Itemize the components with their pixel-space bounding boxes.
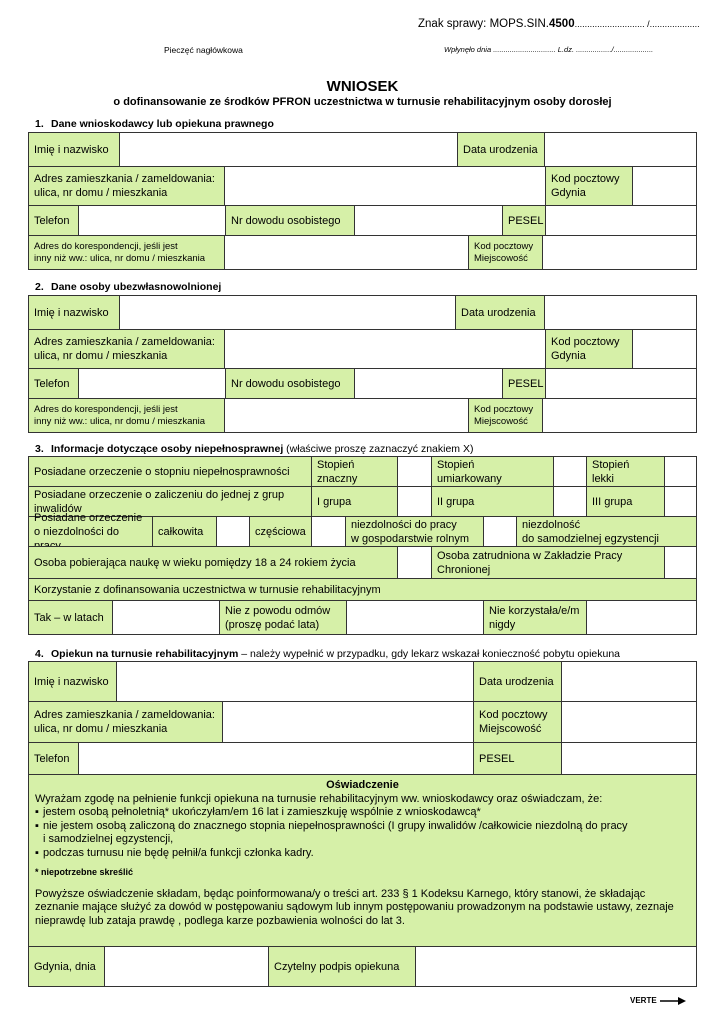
- s4-pesel-field[interactable]: [561, 742, 697, 775]
- section-3-title: Informacje dotyczące osoby niepełnosprawnej: [51, 443, 284, 455]
- s3-group-label-2: inwalidów: [34, 502, 82, 515]
- statement-bullet-2: ▪ nie jestem osobą zaliczoną do znacznego stopnia niepełnosprawności (I grupy inwalidów /całkowicie niezdolną do pracy: [35, 820, 690, 834]
- s3-independent-1: niezdolność: [522, 518, 581, 531]
- s3-degree-moderate: [431, 456, 554, 487]
- s3-incapacity-label-1: Posiadane orzeczenie: [34, 511, 143, 524]
- s4-pesel-label: PESEL: [473, 742, 562, 775]
- s4-dob-field[interactable]: [561, 661, 697, 702]
- s3-group-3: III grupa: [586, 486, 665, 517]
- section-3-number: 3.: [35, 443, 44, 455]
- s3-degree-moderate-checkbox[interactable]: [553, 456, 587, 487]
- s3-never-1: Nie korzystała/e/m: [489, 604, 580, 617]
- s3-degree-mild-2: lekki: [592, 472, 615, 485]
- s3-zpch-checkbox[interactable]: [664, 546, 697, 579]
- s3-degree-moderate-2: umiarkowany: [437, 472, 502, 485]
- s3-incapacity-label-2: o niezdolności do: [34, 525, 120, 538]
- s3-yes-years: Tak – w latach: [28, 600, 113, 635]
- section-4-heading: [35, 648, 620, 660]
- s4-address-label: [28, 701, 223, 743]
- document-title: WNIOSEK: [326, 78, 399, 95]
- s2-corr-label: [28, 398, 225, 433]
- s2-name-field[interactable]: [119, 295, 456, 330]
- s1-name-label: Imię i nazwisko: [28, 132, 120, 167]
- s2-name-label: Imię i nazwisko: [28, 295, 120, 330]
- s2-phone-field[interactable]: [78, 368, 226, 399]
- s4-postal-label: [473, 701, 562, 743]
- s3-never-checkbox[interactable]: [586, 600, 697, 635]
- s1-corr-label: [28, 235, 225, 270]
- s1-pesel-label: PESEL: [502, 205, 546, 236]
- received-line: Wpłynęło dnia .............................. L.dz. ................./...................: [444, 45, 654, 54]
- s3-farm-checkbox[interactable]: [483, 516, 517, 547]
- s3-never: [483, 600, 587, 635]
- case-number-label: Znak sprawy: MOPS.SIN.: [418, 18, 550, 30]
- section-2-number: 2.: [35, 281, 44, 293]
- s1-id-label: Nr dowodu osobistego: [225, 205, 355, 236]
- s3-group-2-checkbox[interactable]: [553, 486, 587, 517]
- s2-corr-postal-label: [468, 398, 543, 433]
- s3-group-1: I grupa: [311, 486, 398, 517]
- s1-address-field[interactable]: [224, 166, 546, 206]
- s1-address-label-1: Adres zamieszkania / zameldowania:: [34, 173, 215, 185]
- s3-degree-significant-1: Stopień: [317, 458, 355, 471]
- s3-farm-1: niezdolności do pracy: [351, 518, 457, 531]
- s1-corr-postal-label-2: Miejscowość: [474, 252, 528, 264]
- verte-indicator: [630, 996, 686, 1005]
- s1-corr-label-1: Adres do korespondencji, jeśli jest: [34, 240, 178, 252]
- s2-pesel-label: PESEL: [502, 368, 546, 399]
- section-1-heading: [35, 118, 274, 130]
- s1-corr-address-field[interactable]: [224, 235, 469, 270]
- section-1-title: Dane wnioskodawcy lub opiekuna prawnego: [51, 118, 274, 130]
- statement-bullet-3-text: podczas turnusu nie będę pełnił/a funkcji członka kadry.: [43, 846, 314, 859]
- s3-zpch: [431, 546, 665, 579]
- s2-address-label-2: ulica, nr domu / mieszkania: [34, 350, 168, 362]
- s2-phone-label: Telefon: [28, 368, 79, 399]
- s3-group-label-1: Posiadane orzeczenie o zaliczeniu do jednej z grup: [34, 488, 285, 501]
- s3-yes-years-field[interactable]: [112, 600, 220, 635]
- s3-degree-significant: [311, 456, 398, 487]
- s2-corr-postal-field[interactable]: [542, 398, 697, 433]
- s1-pesel-field[interactable]: [545, 205, 697, 236]
- s3-never-2: nigdy: [489, 618, 516, 631]
- s4-dob-label: Data urodzenia: [473, 661, 562, 702]
- section-3-note: (właściwe proszę zaznaczyć znakiem X): [286, 443, 474, 455]
- s3-no-reason-2: (proszę podać lata): [225, 618, 320, 631]
- s3-no-reason-field[interactable]: [346, 600, 484, 635]
- s3-disability-label: Posiadane orzeczenie o stopniu niepełnosprawności: [28, 456, 312, 487]
- section-1-number: 1.: [35, 118, 44, 130]
- s4-address-label-1: Adres zamieszkania / zameldowania:: [34, 709, 215, 721]
- s3-farm: [345, 516, 484, 547]
- s3-degree-mild-1: Stopień: [592, 458, 630, 471]
- s2-address-field[interactable]: [224, 329, 546, 369]
- s2-id-field[interactable]: [354, 368, 503, 399]
- s3-independent-2: do samodzielnej egzystencji: [522, 532, 659, 545]
- arrow-right-icon: [660, 997, 686, 1005]
- s4-name-field[interactable]: [116, 661, 474, 702]
- s3-partial-checkbox[interactable]: [311, 516, 346, 547]
- s2-dob-label: Data urodzenia: [455, 295, 545, 330]
- s2-corr-label-1: Adres do korespondencji, jeśli jest: [34, 403, 178, 415]
- document-subtitle: o dofinansowanie ze środków PFRON uczestnictwa w turnusie rehabilitacyjnym osoby dorosłej: [113, 96, 612, 108]
- s3-independent: [516, 516, 697, 547]
- s3-group-2: II grupa: [431, 486, 554, 517]
- s1-corr-postal-field[interactable]: [542, 235, 697, 270]
- section-4-number: 4.: [35, 648, 44, 660]
- s2-corr-address-field[interactable]: [224, 398, 469, 433]
- case-number: [418, 18, 700, 30]
- s1-postal-label-2: Gdynia: [551, 187, 586, 199]
- legal-notice-3: nieprawdę lub zataja prawdę , podlega karze pozbawienia wolności do lat 3.: [35, 914, 405, 927]
- s4-postal-label-2: Miejscowość: [479, 723, 542, 735]
- s2-id-label: Nr dowodu osobistego: [225, 368, 355, 399]
- s1-postal-label: [545, 166, 633, 206]
- s3-incapacity-label: [28, 511, 153, 547]
- statement-bullet-1-text: jestem osobą pełnoletnią* ukończyłam/em 16 lat i zamieszkuję wspólnie z wnioskodawcą*: [43, 806, 481, 818]
- statement-bullet-1: ▪ jestem osobą pełnoletnią* ukończyłam/em 16 lat i zamieszkuję wspólnie z wnioskodawcą*: [35, 806, 481, 818]
- section-4-note: – należy wypełnić w przypadku, gdy lekarz wskazał konieczność pobytu opiekuna: [241, 648, 621, 660]
- s3-degree-moderate-1: Stopień: [437, 458, 475, 471]
- s4-phone-field[interactable]: [78, 742, 474, 775]
- s2-postal-field[interactable]: [632, 329, 697, 369]
- s1-address-label-2: ulica, nr domu / mieszkania: [34, 187, 168, 199]
- s3-partial: częściowa: [249, 516, 312, 547]
- s1-postal-field[interactable]: [632, 166, 697, 206]
- legal-notice: [35, 888, 690, 929]
- s2-postal-label: [545, 329, 633, 369]
- s2-postal-label-1: Kod pocztowy: [551, 336, 620, 348]
- strike-note: * niepotrzebne skreślić: [35, 867, 134, 877]
- s3-student-checkbox[interactable]: [397, 546, 432, 579]
- s1-name-field[interactable]: [119, 132, 458, 167]
- s3-degree-significant-checkbox[interactable]: [397, 456, 432, 487]
- s3-group-3-checkbox[interactable]: [664, 486, 697, 517]
- statement-bullet-2-text: nie jestem osobą zaliczoną do znacznego stopnia niepełnosprawności (I grupy inwalidów /całkowicie niezdolną do pracy: [43, 819, 628, 832]
- s4-place-date-label: Gdynia, dnia: [28, 946, 105, 987]
- case-number-suffix: ............................ /....................: [574, 19, 700, 29]
- section-4-title: Opiekun na turnusie rehabilitacyjnym: [51, 648, 239, 660]
- s3-total: całkowita: [152, 516, 217, 547]
- s4-signature-label: Czytelny podpis opiekuna: [268, 946, 416, 987]
- s1-phone-label: Telefon: [28, 205, 79, 236]
- s3-farm-2: w gospodarstwie rolnym: [351, 532, 469, 545]
- s3-degree-significant-2: znaczny: [317, 472, 358, 485]
- legal-notice-1: Powyższe oświadczenie składam, będąc poinformowana/y o treści art. 233 § 1 Kodeksu Karnego, który stanowi, że składając: [35, 887, 646, 900]
- case-number-value: 4500: [549, 18, 575, 30]
- s2-pesel-field[interactable]: [545, 368, 697, 399]
- s1-address-label: [28, 166, 225, 206]
- s2-corr-label-2: inny niż ww.: ulica, nr domu / mieszkania: [34, 415, 206, 427]
- s1-id-field[interactable]: [354, 205, 503, 236]
- s3-zpch-1: Osoba zatrudniona w Zakładzie Pracy: [437, 549, 623, 562]
- s3-student-label: Osoba pobierająca naukę w wieku pomiędzy 18 a 24 rokiem życia: [28, 546, 398, 579]
- statement-intro: Wyrażam zgodę na pełnienie funkcji opiekuna na turnusie rehabilitacyjnym ww. wnioskodawcy oraz oświadczam, że:: [35, 792, 603, 805]
- s4-signature-field[interactable]: [415, 946, 697, 987]
- section-2-heading: [35, 281, 221, 293]
- verte-label: VERTE: [630, 996, 657, 1005]
- s3-total-checkbox[interactable]: [216, 516, 250, 547]
- s1-postal-label-1: Kod pocztowy: [551, 173, 620, 185]
- s3-prior-label: Korzystanie z dofinansowania uczestnictwa w turnusie rehabilitacyjnym: [28, 578, 697, 601]
- s2-address-label: [28, 329, 225, 369]
- statement-title: Oświadczenie: [326, 779, 399, 791]
- s3-zpch-2: Chronionej: [437, 563, 491, 576]
- s2-dob-field[interactable]: [544, 295, 697, 330]
- s2-corr-postal-label-2: Miejscowość: [474, 415, 528, 427]
- s2-address-label-1: Adres zamieszkania / zameldowania:: [34, 336, 215, 348]
- s4-phone-label: Telefon: [28, 742, 79, 775]
- section-3-heading: [35, 443, 473, 455]
- s3-group-1-checkbox[interactable]: [397, 486, 432, 517]
- section-2-title: Dane osoby ubezwłasnowolnionej: [51, 281, 222, 293]
- s4-address-label-2: ulica, nr domu / mieszkania: [34, 723, 168, 735]
- s1-phone-field[interactable]: [78, 205, 226, 236]
- s3-degree-mild: [586, 456, 665, 487]
- s3-degree-mild-checkbox[interactable]: [664, 456, 697, 487]
- s4-name-label: Imię i nazwisko: [28, 661, 117, 702]
- s1-dob-label: Data urodzenia: [457, 132, 545, 167]
- s4-address-field[interactable]: [222, 701, 474, 743]
- s2-postal-label-2: Gdynia: [551, 350, 586, 362]
- stamp-label: Pieczęć nagłówkowa: [164, 45, 243, 55]
- s4-postal-field[interactable]: [561, 701, 697, 743]
- statement-bullet-2-cont: i samodzielnej egzystencji,: [43, 833, 174, 845]
- s4-place-date-field[interactable]: [104, 946, 269, 987]
- statement-bullet-3: ▪ podczas turnusu nie będę pełnił/a funkcji członka kadry.: [35, 846, 314, 859]
- s1-corr-postal-label-1: Kod pocztowy: [474, 240, 534, 252]
- s3-no-reason: [219, 600, 347, 635]
- s3-no-reason-1: Nie z powodu odmów: [225, 604, 331, 617]
- s1-dob-field[interactable]: [544, 132, 697, 167]
- s4-postal-label-1: Kod pocztowy: [479, 709, 548, 721]
- s1-corr-label-2: inny niż ww.: ulica, nr domu / mieszkania: [34, 252, 206, 264]
- s1-corr-postal-label: [468, 235, 543, 270]
- legal-notice-2: zeznanie mające służyć za dowód w postępowaniu sądowym lub innym postępowaniu prowadzonym na podstawie ustawy, zeznaje: [35, 901, 674, 913]
- guardian-statement: [28, 774, 697, 947]
- s2-corr-postal-label-1: Kod pocztowy: [474, 403, 534, 415]
